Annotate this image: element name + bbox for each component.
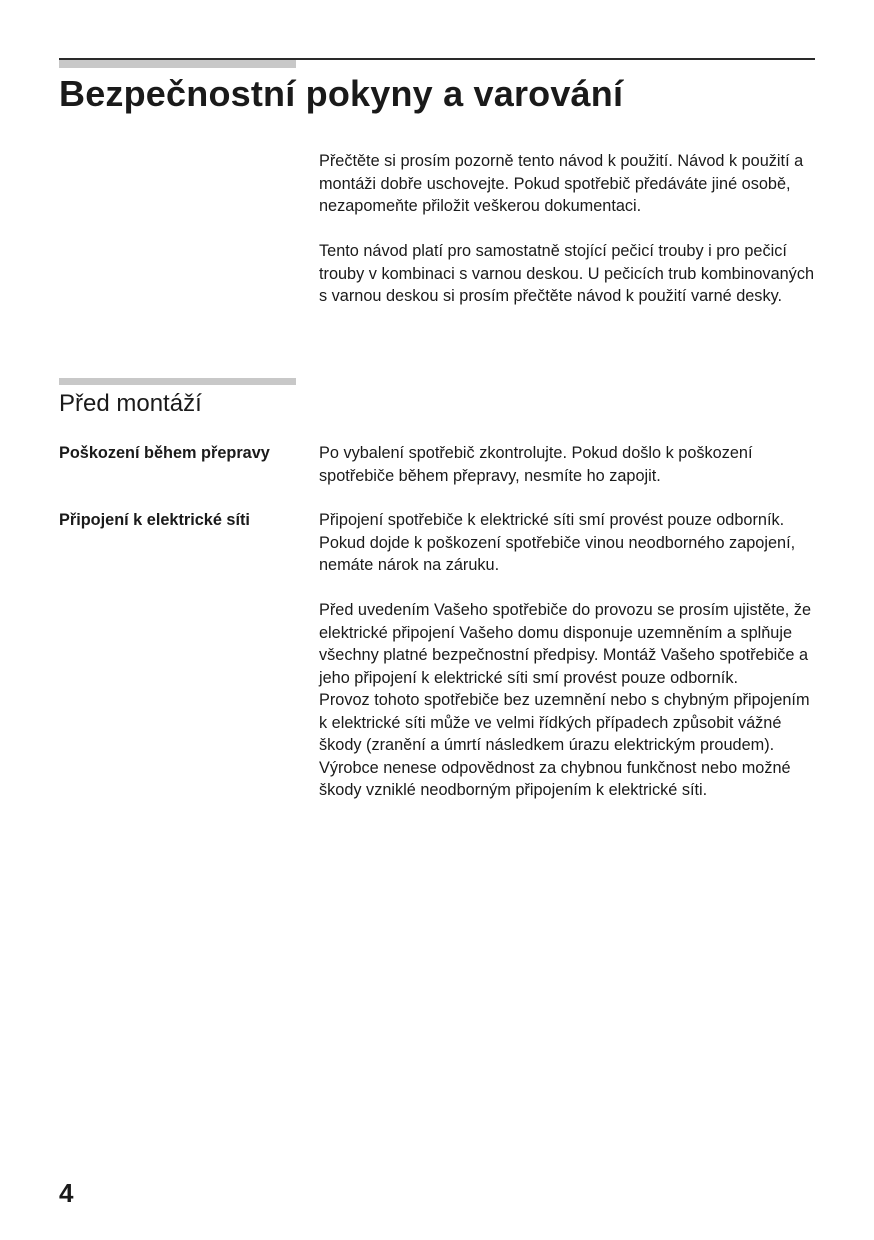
page-number: 4 (59, 1178, 74, 1208)
side-label-transport-damage: Poškození během přepravy (59, 444, 270, 462)
content-paragraph: Připojení spotřebiče k elektrické síti smí provést pouze odborník. Pokud dojde k poškození spotřebiče vinou neodborného zapojení, nemáte nárok na záruku. (319, 511, 796, 574)
intro-paragraph: Tento návod platí pro samostatně stojící pečicí trouby i pro pečicí trouby v kombinaci s varnou deskou. U pečicích trub kombinovaných s varnou deskou si prosím přečtěte návod k použití varné desky. (319, 242, 815, 305)
electrical-connection-content (319, 509, 819, 802)
content-paragraph: Před uvedením Vašeho spotřebiče do provozu se prosím ujistěte, že elektrické připojení Vašeho domu disponuje uzemněním a splňuje všechny platné bezpečnostní předpisy. Montáž Vašeho spotřebiče a jeho připojení k elektrické síti smí provést pouze odborník. (319, 601, 812, 687)
title-rule (59, 58, 815, 60)
page-title: Bezpečnostní pokyny a varování (59, 73, 624, 114)
section-accent-bar (59, 378, 296, 385)
section-heading: Před montáží (59, 390, 202, 417)
content-paragraph: Po vybalení spotřebič zkontrolujte. Pokud došlo k poškození spotřebiče během přepravy, nesmíte ho zapojit. (319, 444, 753, 485)
intro-block (319, 150, 819, 308)
transport-damage-content (319, 442, 819, 487)
content-paragraph: Výrobce nenese odpovědnost za chybnou funkčnost nebo možné škody vzniklé neodborným připojením k elektrické síti. (319, 758, 791, 799)
title-accent-bar (59, 59, 296, 68)
content-paragraph: Provoz tohoto spotřebiče bez uzemnění nebo s chybným připojením k elektrické síti může ve velmi řídkých případech způsobit vážné škody (zranění a úmrtí následkem úrazu elektrickým proudem). (319, 691, 810, 754)
side-label-electrical-connection: Připojení k elektrické síti (59, 511, 250, 529)
intro-paragraph: Přečtěte si prosím pozorně tento návod k použití. Návod k použití a montáži dobře uschovejte. Pokud spotřebič předáváte jiné osobě, nezapomeňte přiložit veškerou dokumentaci. (319, 152, 804, 215)
